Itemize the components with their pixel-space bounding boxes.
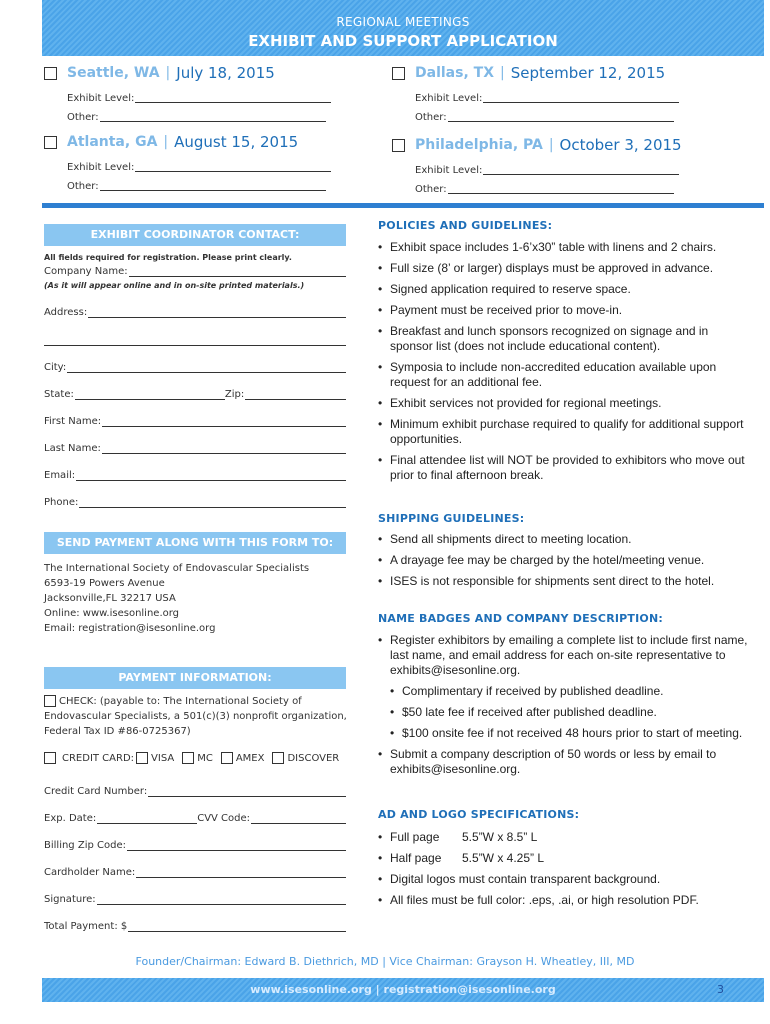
shipping-list bbox=[378, 532, 748, 595]
page-number: 3 bbox=[717, 983, 724, 996]
other-line[interactable] bbox=[100, 181, 326, 191]
location-date: July 18, 2015 bbox=[176, 64, 275, 82]
state-input[interactable] bbox=[75, 390, 225, 400]
ad-specs-heading: AD AND LOGO SPECIFICATIONS: bbox=[378, 808, 580, 821]
list-item: • All files must be full color: .eps, .ai, or high resolution PDF. bbox=[378, 893, 748, 908]
exp-date-label: Exp. Date: bbox=[44, 813, 97, 824]
full-page-size: 5.5”W x 8.5” L bbox=[462, 830, 538, 844]
amex-label: AMEX bbox=[235, 752, 265, 764]
check-line: Federal Tax ID #86-0725367) bbox=[44, 726, 191, 737]
list-item: • Complimentary if received by published deadline. bbox=[390, 684, 748, 699]
check-details bbox=[44, 709, 354, 739]
total-payment-label: Total Payment: $ bbox=[44, 921, 128, 932]
footer-links[interactable]: www.isesonline.org | registration@isesonline.org bbox=[250, 983, 556, 996]
list-item: • Symposia to include non-accredited education available upon request for an additional fee. bbox=[378, 360, 748, 390]
policies-list bbox=[378, 240, 748, 489]
location-atlanta bbox=[44, 133, 331, 192]
first-name-input[interactable] bbox=[102, 417, 346, 427]
check-checkbox[interactable] bbox=[44, 695, 56, 707]
exhibit-level-label: Exhibit Level: bbox=[67, 162, 135, 173]
list-item: • $50 late fee if received after published deadline. bbox=[390, 705, 748, 720]
header-subtitle: REGIONAL MEETINGS bbox=[336, 15, 470, 29]
location-city: Philadelphia, PA bbox=[415, 137, 543, 153]
list-item: • Exhibit space includes 1-6’x30” table with linens and 2 chairs. bbox=[378, 240, 748, 255]
footer-chairs: Founder/Chairman: Edward B. Diethrich, MD | Vice Chairman: Grayson H. Wheatley, III, MD bbox=[135, 955, 635, 968]
mc-checkbox[interactable] bbox=[182, 752, 194, 764]
cardholder-label: Cardholder Name: bbox=[44, 867, 136, 878]
cardholder-input[interactable] bbox=[136, 868, 346, 878]
company-note: (As it will appear online and in on-site printed materials.) bbox=[44, 281, 305, 290]
footer-bar bbox=[42, 978, 764, 1002]
location-philadelphia bbox=[392, 136, 682, 195]
visa-checkbox[interactable] bbox=[136, 752, 148, 764]
list-item: • Send all shipments direct to meeting location. bbox=[378, 532, 748, 547]
other-line[interactable] bbox=[448, 184, 674, 194]
discover-label: DISCOVER bbox=[287, 752, 340, 764]
location-city: Seattle, WA bbox=[67, 65, 160, 81]
list-item: • $100 onsite fee if not received 48 hours prior to start of meeting. bbox=[390, 726, 748, 741]
contact-note: All fields required for registration. Please print clearly. bbox=[44, 253, 292, 262]
list-item: • Register exhibitors by emailing a complete list to include first name, last name, and email address for each on-site representative to exhibits@isesonline.org. bbox=[378, 633, 748, 678]
page-header bbox=[42, 0, 764, 56]
send-payment-heading: SEND PAYMENT ALONG WITH THIS FORM TO: bbox=[44, 532, 346, 554]
location-separator: | bbox=[163, 134, 169, 150]
list-item: • Exhibit services not provided for regional meetings. bbox=[378, 396, 748, 411]
mc-label: MC bbox=[197, 752, 213, 764]
cvv-input[interactable] bbox=[251, 814, 346, 824]
other-label: Other: bbox=[415, 184, 447, 195]
last-name-label: Last Name: bbox=[44, 443, 101, 454]
atlanta-checkbox[interactable] bbox=[44, 136, 57, 149]
address-line: The International Society of Endovascular Specialists bbox=[44, 563, 310, 574]
cvv-label: CVV Code: bbox=[197, 813, 251, 824]
dallas-checkbox[interactable] bbox=[392, 67, 405, 80]
location-dallas bbox=[392, 64, 679, 123]
half-page-label: Half page bbox=[390, 851, 442, 865]
shipping-heading: SHIPPING GUIDELINES: bbox=[378, 512, 525, 525]
ad-specs-list bbox=[378, 830, 748, 914]
list-item: • Signed application required to reserve space. bbox=[378, 282, 748, 297]
contact-heading: EXHIBIT COORDINATOR CONTACT: bbox=[44, 224, 346, 246]
list-item: • Submit a company description of 50 words or less by email to exhibits@isesonline.org. bbox=[378, 747, 748, 777]
exhibit-level-label: Exhibit Level: bbox=[415, 165, 483, 176]
signature-label: Signature: bbox=[44, 894, 96, 905]
address-input[interactable] bbox=[88, 308, 346, 318]
list-item: • Payment must be received prior to move-in. bbox=[378, 303, 748, 318]
zip-label: Zip: bbox=[224, 389, 245, 400]
card-number-input[interactable] bbox=[148, 787, 346, 797]
list-item: • Full size (8’ or larger) displays must be approved in advance. bbox=[378, 261, 748, 276]
list-item bbox=[378, 830, 748, 845]
payment-info-heading: PAYMENT INFORMATION: bbox=[44, 667, 346, 689]
badges-list bbox=[378, 633, 748, 783]
list-item bbox=[378, 851, 748, 866]
philadelphia-checkbox[interactable] bbox=[392, 139, 405, 152]
address-line-2[interactable] bbox=[44, 336, 346, 346]
check-label: CHECK: (payable to: The International Society of bbox=[59, 695, 302, 707]
zip-input[interactable] bbox=[245, 390, 346, 400]
amex-checkbox[interactable] bbox=[221, 752, 233, 764]
address-line: Jacksonville,FL 32217 USA bbox=[44, 593, 176, 604]
exhibit-level-label: Exhibit Level: bbox=[67, 93, 135, 104]
address-line: Email: registration@isesonline.org bbox=[44, 623, 216, 634]
phone-input[interactable] bbox=[79, 498, 346, 508]
phone-label: Phone: bbox=[44, 497, 79, 508]
discover-checkbox[interactable] bbox=[272, 752, 284, 764]
location-date: August 15, 2015 bbox=[174, 133, 299, 151]
credit-card-checkbox[interactable] bbox=[44, 752, 56, 764]
list-item: • A drayage fee may be charged by the hotel/meeting venue. bbox=[378, 553, 748, 568]
list-item: • Minimum exhibit purchase required to qualify for additional support opportunities. bbox=[378, 417, 748, 447]
list-item: • Digital logos must contain transparent background. bbox=[378, 872, 748, 887]
last-name-input[interactable] bbox=[102, 444, 346, 454]
billing-zip-label: Billing Zip Code: bbox=[44, 840, 126, 851]
location-seattle bbox=[44, 64, 331, 123]
email-input[interactable] bbox=[76, 471, 346, 481]
billing-zip-input[interactable] bbox=[127, 841, 346, 851]
city-label: City: bbox=[44, 362, 67, 373]
company-label: Company Name: bbox=[44, 266, 128, 277]
location-date: October 3, 2015 bbox=[559, 136, 682, 154]
signature-input[interactable] bbox=[97, 895, 346, 905]
half-page-size: 5.5”W x 4.25” L bbox=[462, 851, 545, 865]
company-input[interactable] bbox=[129, 267, 346, 277]
list-item: • Final attendee list will NOT be provided to exhibitors who move out prior to final afternoon break. bbox=[378, 453, 748, 483]
exhibit-level-line[interactable] bbox=[483, 165, 679, 175]
location-city: Atlanta, GA bbox=[67, 134, 158, 150]
exhibit-level-line[interactable] bbox=[135, 162, 331, 172]
other-label: Other: bbox=[67, 112, 99, 123]
policies-heading: POLICIES AND GUIDELINES: bbox=[378, 219, 553, 232]
other-line[interactable] bbox=[100, 112, 326, 122]
check-line: Endovascular Specialists, a 501(c)(3) nonprofit organization, bbox=[44, 711, 347, 722]
location-city: Dallas, TX bbox=[415, 65, 494, 81]
visa-label: VISA bbox=[151, 752, 175, 764]
exhibit-level-line[interactable] bbox=[483, 93, 679, 103]
location-date: September 12, 2015 bbox=[510, 64, 666, 82]
other-line[interactable] bbox=[448, 112, 674, 122]
card-number-label: Credit Card Number: bbox=[44, 786, 148, 797]
section-divider bbox=[42, 203, 764, 208]
city-input[interactable] bbox=[67, 363, 346, 373]
send-payment-address bbox=[44, 561, 354, 636]
location-separator: | bbox=[499, 65, 505, 81]
exhibit-level-label: Exhibit Level: bbox=[415, 93, 483, 104]
header-title: EXHIBIT AND SUPPORT APPLICATION bbox=[248, 32, 558, 50]
state-label: State: bbox=[44, 389, 74, 400]
exp-date-input[interactable] bbox=[97, 814, 197, 824]
other-label: Other: bbox=[415, 112, 447, 123]
list-item: • Breakfast and lunch sponsors recognized on signage and in sponsor list (does not include educational content). bbox=[378, 324, 748, 354]
address-label: Address: bbox=[44, 307, 88, 318]
email-label: Email: bbox=[44, 470, 76, 481]
exhibit-level-line[interactable] bbox=[135, 93, 331, 103]
first-name-label: First Name: bbox=[44, 416, 102, 427]
badges-heading: NAME BADGES AND COMPANY DESCRIPTION: bbox=[378, 612, 663, 625]
credit-card-label: CREDIT CARD: bbox=[62, 752, 135, 764]
location-separator: | bbox=[165, 65, 171, 81]
total-payment-input[interactable] bbox=[128, 922, 346, 932]
full-page-label: Full page bbox=[390, 830, 440, 844]
seattle-checkbox[interactable] bbox=[44, 67, 57, 80]
address-line: 6593-19 Powers Avenue bbox=[44, 578, 165, 589]
list-item: • ISES is not responsible for shipments sent direct to the hotel. bbox=[378, 574, 748, 589]
address-line: Online: www.isesonline.org bbox=[44, 608, 180, 619]
other-label: Other: bbox=[67, 181, 99, 192]
location-separator: | bbox=[548, 137, 554, 153]
